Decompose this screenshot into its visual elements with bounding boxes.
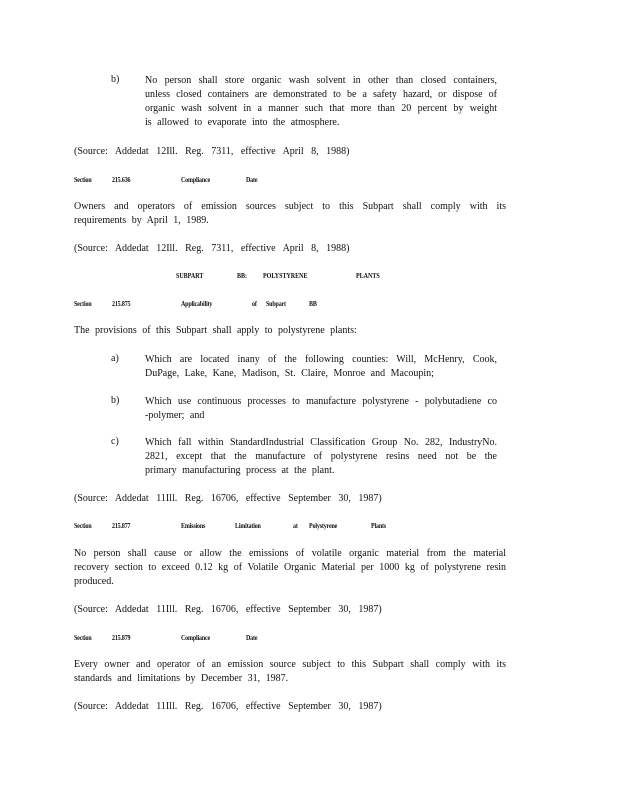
item-text-c: Which fall within StandardIndustrial Classification Group No. 282, IndustryNo. 2821, except that the manufacture of polystyrene resins need not be the primary manufacturing process at the plant. <box>145 437 497 476</box>
section-title: Applicability <box>181 299 213 308</box>
item-text-a: Which are located inany of the following counties: Will, McHenry, Cook, DuPage, Lake, Kane, Madison, St. Claire, Monroe and Macoupin; <box>145 354 497 379</box>
section-title-word: Plants <box>371 521 387 530</box>
subpart-heading-word: POLYSTYRENE <box>263 271 308 280</box>
section-number: 215.875 <box>112 299 131 308</box>
subpart-heading-word: SUBPART <box>176 271 204 280</box>
item-label-c: c) <box>111 436 119 447</box>
section-paragraph: Every owner and operator of an emission source subject to this Subpart shall comply with its standards and limitations by December 31, 1987. <box>74 659 506 684</box>
section-title-word: Limitation <box>235 521 261 530</box>
source-note: (Source: Addedat 12Ill. Reg. 7311, effective April 8, 1988) <box>74 243 350 254</box>
section-number: 215.636 <box>112 175 131 184</box>
item-text-b: No person shall store organic wash solvent in other than closed containers, unless closed containers are demonstrated to be a safety hazard, or dispose of organic wash solvent in a manner such that more than 20 percent by weight is allowed to evaporate into the atmosphere. <box>145 75 497 128</box>
item-label-b: b) <box>111 74 120 85</box>
source-note: (Source: Addedat 11Ill. Reg. 16706, effective September 30, 1987) <box>74 493 382 504</box>
source-note: (Source: Addedat 11Ill. Reg. 16706, effective September 30, 1987) <box>74 701 382 712</box>
section-title-word: at <box>293 521 298 530</box>
section-label: Section <box>74 521 92 530</box>
section-title: Compliance <box>181 175 211 184</box>
item-label-b: b) <box>111 395 120 406</box>
section-number: 215.879 <box>112 633 131 642</box>
section-title-word: Subpart <box>266 299 286 308</box>
subpart-heading-word: PLANTS <box>356 271 380 280</box>
section-label: Section <box>74 299 92 308</box>
item-label-a: a) <box>111 353 119 364</box>
section-paragraph: Owners and operators of emission sources subject to this Subpart shall comply with its requirements by April 1, 1989. <box>74 201 506 226</box>
section-title-word: Polystyrene <box>309 521 338 530</box>
source-note: (Source: Addedat 11Ill. Reg. 16706, effective September 30, 1987) <box>74 604 382 615</box>
section-paragraph: No person shall cause or allow the emissions of volatile organic material from the material recovery section to exceed 0.12 kg of Volatile Organic Material per 1000 kg of polystyrene resin produced. <box>74 548 506 587</box>
section-title-word: Emissions <box>181 521 206 530</box>
section-label: Section <box>74 175 92 184</box>
section-label: Section <box>74 633 92 642</box>
item-text-b: Which use continuous processes to manufacture polystyrene - polybutadiene co -polymer; and <box>145 396 497 421</box>
section-title-word: BB <box>309 299 317 308</box>
section-number: 215.877 <box>112 521 131 530</box>
section-title-word: Date <box>246 633 258 642</box>
source-note: (Source: Addedat 12Ill. Reg. 7311, effective April 8, 1988) <box>74 146 350 157</box>
section-title-word: of <box>252 299 257 308</box>
section-title: Compliance <box>181 633 211 642</box>
section-paragraph: The provisions of this Subpart shall apply to polystyrene plants: <box>74 325 357 336</box>
section-title-word: Date <box>246 175 258 184</box>
subpart-heading-word: BB: <box>237 271 248 280</box>
